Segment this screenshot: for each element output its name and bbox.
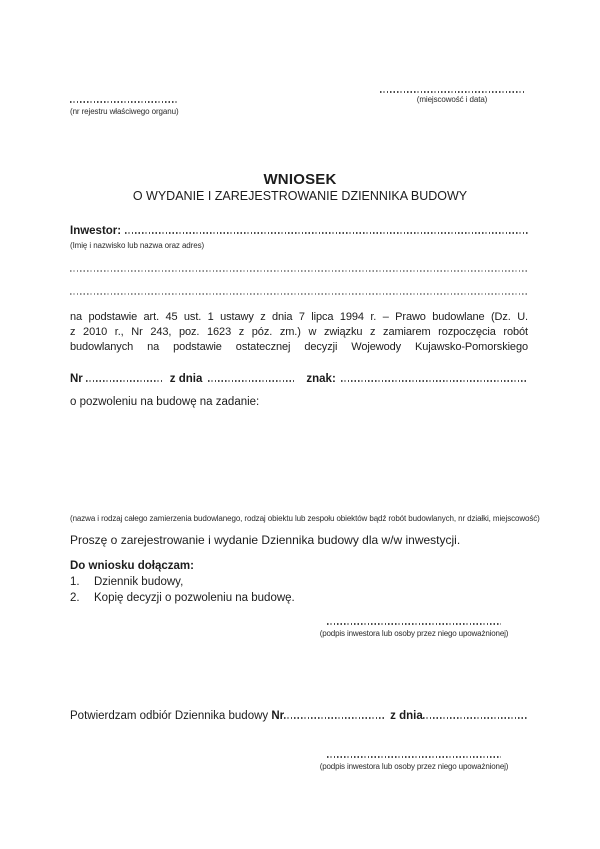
investor-fill-line	[125, 232, 528, 234]
decision-znak-fill-line	[341, 380, 528, 382]
place-date-block	[380, 91, 524, 105]
decision-nr-fill-line	[86, 380, 162, 382]
register-number-label: (nr rejestru właściwego organu)	[70, 106, 179, 116]
decision-zdnia-label: z dnia	[169, 373, 203, 385]
list-item-text: Dziennik budowy,	[94, 576, 184, 588]
decision-nr-label: Nr	[70, 373, 83, 385]
legal-basis-line: budowlanych na podstawie ostatecznej decyzji Wojewody Kujawsko-Pomorskiego	[70, 341, 528, 353]
investor-note: (Imię i nazwisko lub nazwa oraz adres)	[70, 241, 205, 250]
register-number-block	[70, 101, 178, 117]
confirmation-nr-label: Nr	[271, 710, 285, 722]
decision-znak-label: znak:	[306, 373, 336, 385]
signature-block-1	[319, 623, 509, 639]
attachments-header: Do wniosku dołączam:	[70, 560, 194, 572]
page-title: WNIOSEK	[263, 171, 337, 188]
legal-basis-line: na podstawie art. 45 ust. 1 ustawy z dnia 7 lipca 1994 r. – Prawo budowlane (Dz. U.	[70, 311, 528, 323]
list-item-text: Kopię decyzji o pozwoleniu na budowę.	[94, 592, 295, 604]
investor-block	[70, 224, 528, 251]
blank-write-line-2	[70, 293, 528, 295]
attachments-block	[70, 558, 528, 606]
decision-zdnia-fill-line	[208, 380, 294, 382]
list-item-number: 1.	[70, 576, 80, 588]
confirmation-nr-fill-line	[284, 717, 384, 719]
legal-basis-paragraph	[70, 310, 528, 355]
list-item-number: 2.	[70, 592, 80, 604]
legal-basis-line: z 2010 r., Nr 243, poz. 1623 z póz. zm.) w związku z zamiarem rozpoczęcia robót	[70, 326, 528, 338]
investor-label: Inwestor:	[70, 225, 122, 237]
list-item	[70, 590, 528, 606]
signature-block-2	[319, 756, 509, 772]
signature-note-1: (podpis inwestora lub osoby przez niego upoważnionej)	[319, 628, 509, 638]
register-number-fill-line	[70, 101, 178, 103]
blank-write-line-1	[70, 270, 528, 272]
place-date-label: (miejscowość i data)	[416, 94, 488, 104]
confirmation-zdnia-fill-line	[423, 717, 528, 719]
place-date-fill-line	[380, 91, 524, 93]
decision-number-row	[70, 372, 528, 387]
receipt-confirmation-row	[70, 709, 528, 724]
page-subtitle: O WYDANIE I ZAREJESTROWANIE DZIENNIKA BUDOWY	[132, 189, 468, 203]
confirmation-zdnia-label: z dnia	[390, 710, 423, 722]
permit-task-line: o pozwoleniu na budowę na zadanie:	[70, 396, 260, 408]
registration-request-line: Proszę o zarejestrowanie i wydanie Dziennika budowy dla w/w inwestycji.	[70, 533, 461, 547]
confirmation-prefix: Potwierdzam odbiór Dziennika budowy	[70, 710, 269, 722]
signature-line-2	[327, 756, 501, 758]
list-item	[70, 574, 528, 590]
title-block	[0, 171, 600, 204]
task-description-note: (nazwa i rodzaj całego zamierzenia budowlanego, rodzaj obiektu lub zespołu obiektów bądź robót budowlanych, nr działki, miejscowość)	[70, 514, 540, 523]
signature-line-1	[327, 623, 501, 625]
signature-note-2: (podpis inwestora lub osoby przez niego upoważnionej)	[319, 761, 509, 771]
